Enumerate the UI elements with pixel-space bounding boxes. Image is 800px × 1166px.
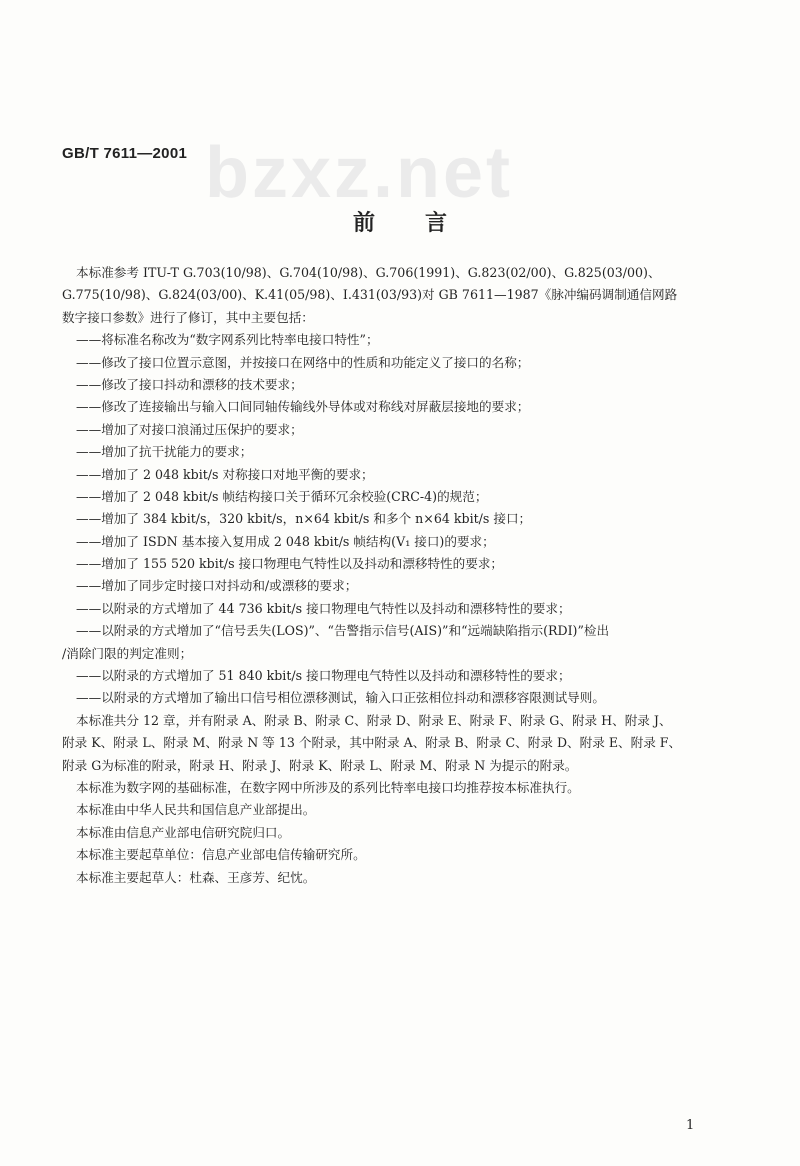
page-number: 1 bbox=[686, 1118, 695, 1133]
text-line: 本标准由信息产业部电信研究院归口。 bbox=[76, 824, 291, 840]
watermark: bzxz.net bbox=[205, 133, 514, 213]
text-line: ——增加了同步定时接口对抖动和/或漂移的要求； bbox=[76, 578, 358, 594]
text-line: 本标准为数字网的基础标准，在数字网中所涉及的系列比特率电接口均推荐按本标准执行。 bbox=[76, 779, 580, 795]
text-line: ——以附录的方式增加了 51 840 kbit/s 接口物理电气特性以及抖动和漂移特性的要求； bbox=[76, 668, 571, 684]
page-title: 前言 bbox=[352, 210, 497, 236]
text-line: /消除门限的判定准则； bbox=[62, 645, 193, 661]
text-line: 本标准共分 12 章，并有附录 A、附录 B、附录 C、附录 D、附录 E、附录 F、附录 G、附录 H、附录 J、 bbox=[76, 712, 672, 728]
text-line: 附录 G为标准的附录，附录 H、附录 J、附录 K、附录 L、附录 M、附录 N 为提示的附录。 bbox=[62, 757, 578, 773]
text-line: ——增加了 ISDN 基本接入复用成 2 048 kbit/s 帧结构(V₁ 接口)的要求； bbox=[76, 533, 495, 549]
text-line: ——增加了 155 520 kbit/s 接口物理电气特性以及抖动和漂移特性的要求； bbox=[76, 556, 504, 572]
text-line: ——修改了接口位置示意图，并按接口在网络中的性质和功能定义了接口的名称； bbox=[76, 354, 530, 370]
text-line: 数字接口参数》进行了修订，其中主要包括： bbox=[62, 309, 314, 325]
text-line: ——以附录的方式增加了输出口信号相位漂移测试，输入口正弦相位抖动和漂移容限测试导则。 bbox=[76, 690, 605, 706]
text-line: 本标准主要起草单位：信息产业部电信传输研究所。 bbox=[76, 847, 366, 863]
standard-number: GB/T 7611—2001 bbox=[62, 145, 188, 162]
text-line: ——将标准名称改为“数字网系列比特率电接口特性”； bbox=[76, 332, 379, 348]
text-line: ——增加了对接口浪涌过压保护的要求； bbox=[76, 421, 303, 437]
text-line: ——增加了 2 048 kbit/s 帧结构接口关于循环冗余校验(CRC-4)的规范； bbox=[76, 488, 488, 504]
text-line: ——修改了连接输出与输入口间同轴传输线外导体或对称线对屏蔽层接地的要求； bbox=[76, 399, 530, 415]
text-line: G.775(10/98)、G.824(03/00)、K.41(05/98)、I.431(03/93)对 GB 7611—1987《脉冲编码调制通信网路 bbox=[62, 287, 678, 303]
document-body bbox=[62, 262, 722, 889]
text-line: ——以附录的方式增加了“信号丢失(LOS)”、“告警指示信号(AIS)”和“远端缺陷指示(RDI)”检出 bbox=[76, 623, 610, 639]
text-line: ——增加了 384 kbit/s，320 kbit/s，n×64 kbit/s 和多个 n×64 kbit/s 接口； bbox=[76, 511, 532, 527]
text-line: ——修改了接口抖动和漂移的技术要求； bbox=[76, 376, 303, 392]
text-line: ——增加了抗干扰能力的要求； bbox=[76, 444, 253, 460]
text-line: 本标准由中华人民共和国信息产业部提出。 bbox=[76, 802, 316, 818]
text-line: 本标准参考 ITU-T G.703(10/98)、G.704(10/98)、G.706(1991)、G.823(02/00)、G.825(03/00)、 bbox=[76, 265, 661, 280]
text-line: 附录 K、附录 L、附录 M、附录 N 等 13 个附录，其中附录 A、附录 B、附录 C、附录 D、附录 E、附录 F、 bbox=[62, 735, 682, 751]
text-line: 本标准主要起草人：杜森、王彦芳、纪忱。 bbox=[76, 869, 316, 885]
text-line: ——以附录的方式增加了 44 736 kbit/s 接口物理电气特性以及抖动和漂移特性的要求； bbox=[76, 600, 571, 616]
text-line: ——增加了 2 048 kbit/s 对称接口对地平衡的要求； bbox=[76, 466, 374, 482]
